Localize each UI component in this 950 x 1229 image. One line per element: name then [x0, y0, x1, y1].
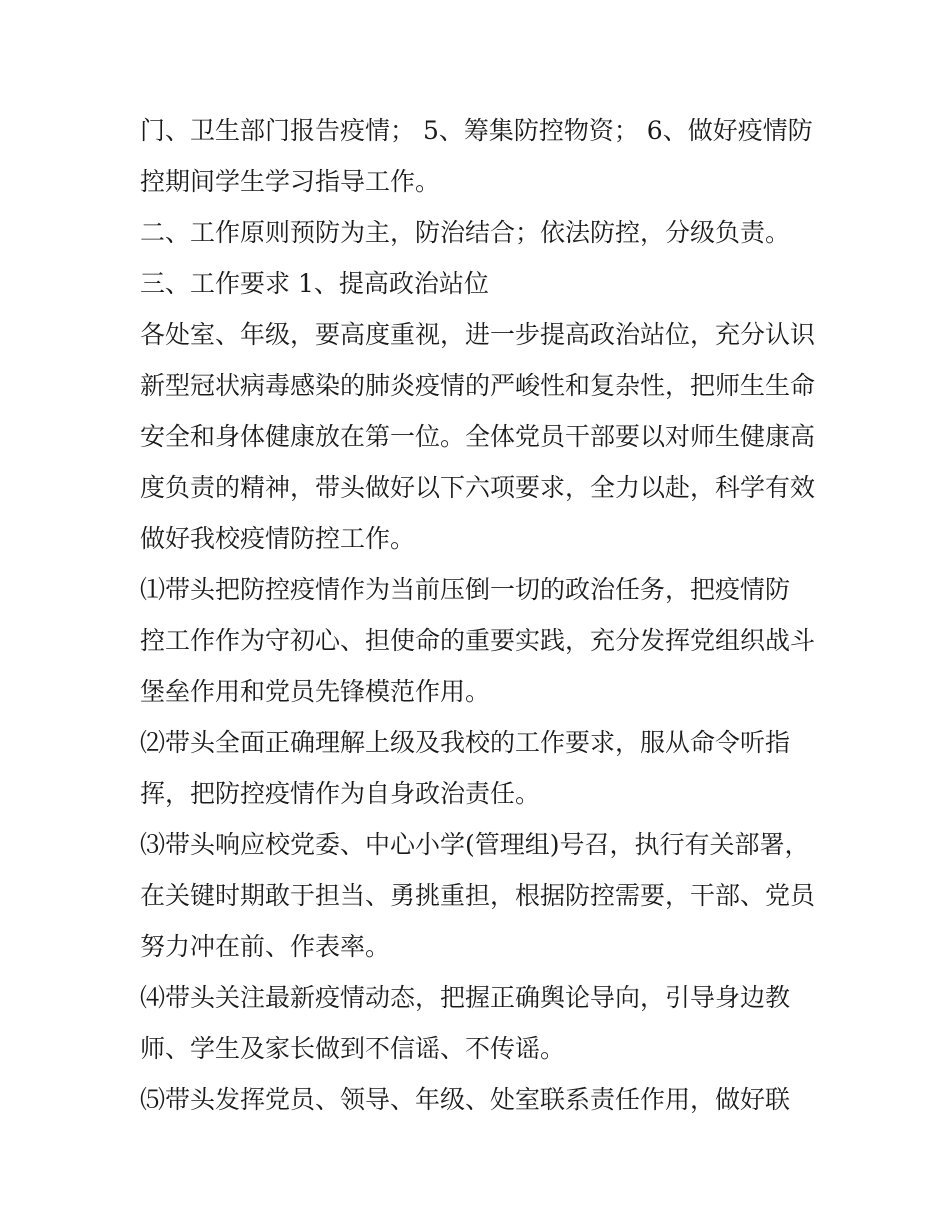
text-line: ⑵带头全面正确理解上级及我校的工作要求，服从命令听指 — [140, 728, 791, 757]
text-line: 控工作作为守初心、担使命的重要实践，充分发挥党组织战斗 — [140, 626, 816, 655]
text-line: 挥，把防控疫情作为自身政治责任。 — [140, 779, 541, 808]
text-line: 做好我校疫情防控工作。 — [140, 524, 416, 553]
text-line: 控期间学生学习指导工作。 — [140, 167, 441, 196]
document-body — [140, 110, 840, 1130]
text-line: ⑸带头发挥党员、领导、年级、处室联系责任作用，做好联 — [140, 1085, 791, 1114]
text-line: ⑴带头把防控疫情作为当前压倒一切的政治任务，把疫情防 — [140, 575, 791, 604]
text-line: 师、学生及家长做到不信谣、不传谣。 — [140, 1034, 566, 1063]
text-line: ⑶带头响应校党委、中心小学(管理组)号召，执行有关部署， — [140, 830, 810, 859]
text-line: 各处室、年级，要高度重视，进一步提高政治站位，充分认识 — [140, 320, 816, 349]
text-line: 门、卫生部门报告疫情； 5、筹集防控物资； 6、做好疫情防 — [140, 116, 813, 145]
text-line: 度负责的精神，带头做好以下六项要求，全力以赴，科学有效 — [140, 473, 816, 502]
text-line: 努力冲在前、作表率。 — [140, 932, 391, 961]
text-line: 安全和身体健康放在第一位。全体党员干部要以对师生健康高 — [140, 422, 816, 451]
text-line: ⑷带头关注最新疫情动态，把握正确舆论导向，引导身边教 — [140, 983, 791, 1012]
text-line: 新型冠状病毒感染的肺炎疫情的严峻性和复杂性，把师生生命 — [140, 371, 816, 400]
text-line: 在关键时期敢于担当、勇挑重担，根据防控需要，干部、党员 — [140, 881, 816, 910]
text-line: 堡垒作用和党员先锋模范作用。 — [140, 677, 491, 706]
text-line: 三、工作要求 1、提高政治站位 — [140, 269, 489, 298]
text-line: 二、工作原则预防为主，防治结合；依法防控，分级负责。 — [140, 218, 791, 247]
